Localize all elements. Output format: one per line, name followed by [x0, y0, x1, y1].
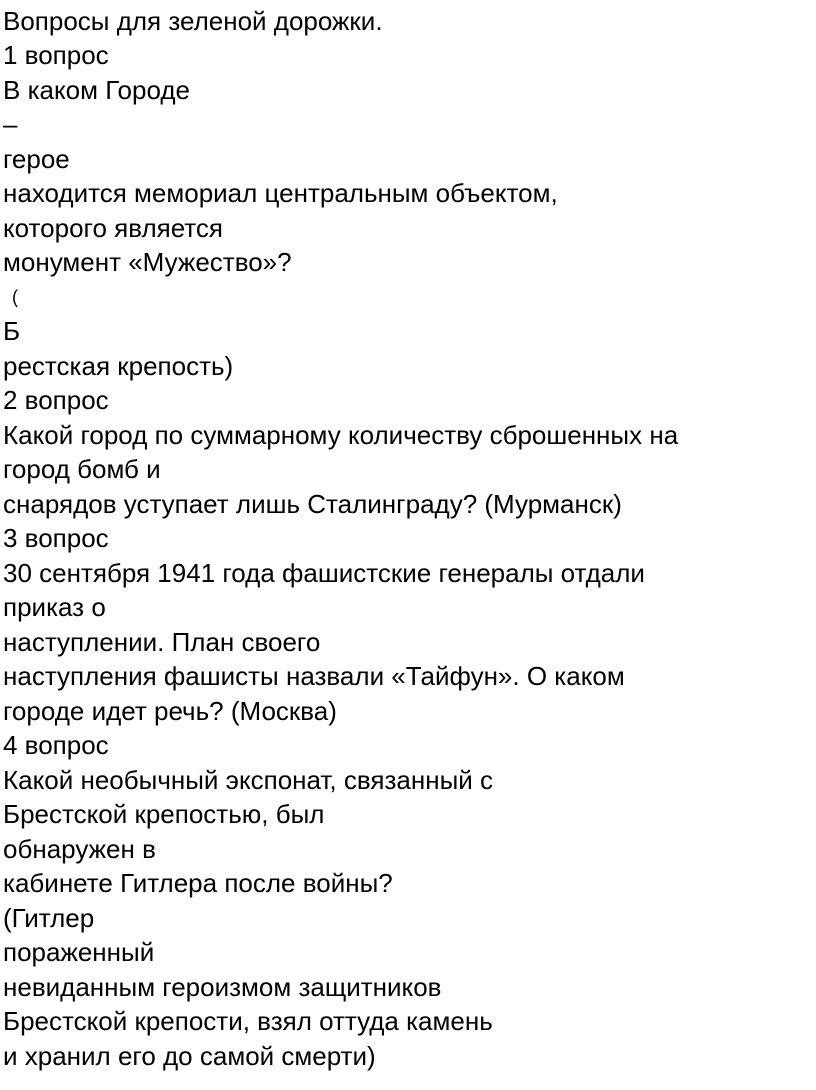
question-1-text-line-4: которого является — [3, 213, 223, 243]
question-3-heading: 3 вопрос — [3, 523, 109, 553]
question-2-text-line-2: город бомб и — [3, 454, 161, 484]
question-4-text-line-3: обнаружен в — [3, 834, 156, 864]
question-3-text-line-3: наступлении. План своего — [3, 627, 321, 657]
question-1-answer-paren: ( — [12, 287, 18, 307]
question-3-text-line-4: наступления фашисты назвали «Тайфун». О каком — [3, 661, 625, 691]
question-4-answer-line-2: пораженный — [3, 937, 155, 967]
question-1-text-line-5: монумент «Мужество»? — [3, 247, 292, 277]
question-2-heading: 2 вопрос — [3, 385, 109, 415]
question-1-text-dash: – — [3, 109, 18, 139]
question-3-text-line-5: городе идет речь? (Москва) — [3, 696, 337, 726]
question-4-text-line-1: Какой необычный экспонат, связанный с — [3, 765, 494, 795]
question-2-text-line-1: Какой город по суммарному количеству сброшенных на — [3, 420, 679, 450]
question-1-text-line-1: В каком Городе — [3, 75, 190, 105]
document-title: Вопросы для зеленой дорожки. — [3, 6, 383, 36]
question-4-text-line-4: кабинете Гитлера после войны? — [3, 868, 393, 898]
question-2-text-line-3: снарядов уступает лишь Сталинграду? (Мурманск) — [3, 489, 622, 519]
question-1-answer: рестская крепость) — [3, 351, 234, 381]
question-1-heading: 1 вопрос — [3, 40, 109, 70]
question-1-text-line-2: герое — [3, 144, 70, 174]
question-4-answer-line-3: невиданным героизмом защитников — [3, 972, 442, 1002]
question-4-answer-line-4: Брестской крепости, взял оттуда камень — [3, 1006, 493, 1036]
question-4-text-line-2: Брестской крепостью, был — [3, 799, 325, 829]
question-1-text-line-3: находится мемориал центральным объектом, — [3, 178, 558, 208]
question-3-text-line-2: приказ о — [3, 592, 106, 622]
question-3-text-line-1: 30 сентября 1941 года фашистские генералы отдали — [3, 558, 645, 588]
question-4-heading: 4 вопрос — [3, 730, 109, 760]
question-4-answer-line-1: (Гитлер — [3, 903, 95, 933]
question-4-answer-line-5: и хранил его до самой смерти) — [3, 1041, 376, 1071]
question-1-answer-letter: Б — [3, 316, 21, 346]
